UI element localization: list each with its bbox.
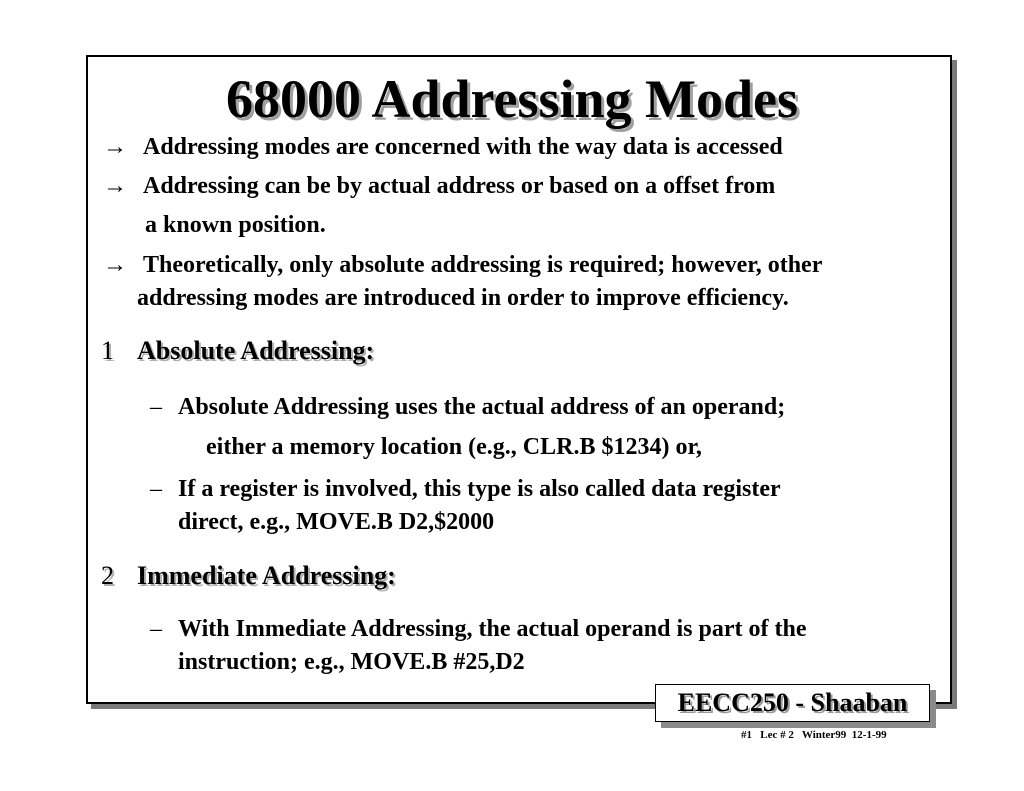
dash-icon: – — [150, 394, 162, 420]
section-1-number: 1 — [101, 336, 114, 365]
bullet-2-text: Addressing can be by actual address or based on a offset from — [143, 173, 776, 199]
bullet-1-text: Addressing modes are concerned with the way data is accessed — [143, 134, 783, 160]
section-2-heading — [101, 561, 396, 591]
section-1-item-1 — [150, 394, 785, 421]
arrow-icon: → — [103, 252, 127, 278]
bullet-2-continuation: a known position. — [145, 212, 326, 238]
section-1-title: Absolute Addressing: — [137, 336, 375, 365]
bullet-1 — [103, 134, 783, 161]
arrow-icon: → — [103, 134, 127, 160]
bullet-3 — [103, 252, 822, 279]
dash-icon: – — [150, 616, 162, 642]
dash-icon: – — [150, 476, 162, 502]
slide-title: 68000 Addressing Modes — [225, 69, 799, 129]
section-1-item-1-continuation: either a memory location (e.g., CLR.B $1234) or, — [206, 434, 702, 460]
footer-note: #1 Lec # 2 Winter99 12-1-99 — [741, 729, 887, 741]
section-2-item-1 — [150, 616, 806, 643]
section-1-item-2 — [150, 476, 781, 503]
section-2-number: 2 — [101, 561, 114, 590]
section-1-item-2-continuation: direct, e.g., MOVE.B D2,$2000 — [178, 509, 495, 535]
bullet-3-text: Theoretically, only absolute addressing is required; however, other — [143, 252, 823, 278]
section-2-item-1-continuation: instruction; e.g., MOVE.B #25,D2 — [178, 649, 525, 675]
bullet-2 — [103, 173, 775, 200]
section-1-heading — [101, 336, 374, 366]
section-2-item-1-text: With Immediate Addressing, the actual operand is part of the — [178, 616, 807, 642]
section-2-title: Immediate Addressing: — [137, 561, 396, 590]
footer-label: EECC250 - Shaaban — [655, 684, 930, 722]
bullet-3-continuation: addressing modes are introduced in order to improve efficiency. — [137, 285, 789, 311]
section-1-item-2-text: If a register is involved, this type is also called data register — [178, 476, 781, 502]
arrow-icon: → — [103, 173, 127, 199]
section-1-item-1-text: Absolute Addressing uses the actual address of an operand; — [178, 394, 786, 420]
